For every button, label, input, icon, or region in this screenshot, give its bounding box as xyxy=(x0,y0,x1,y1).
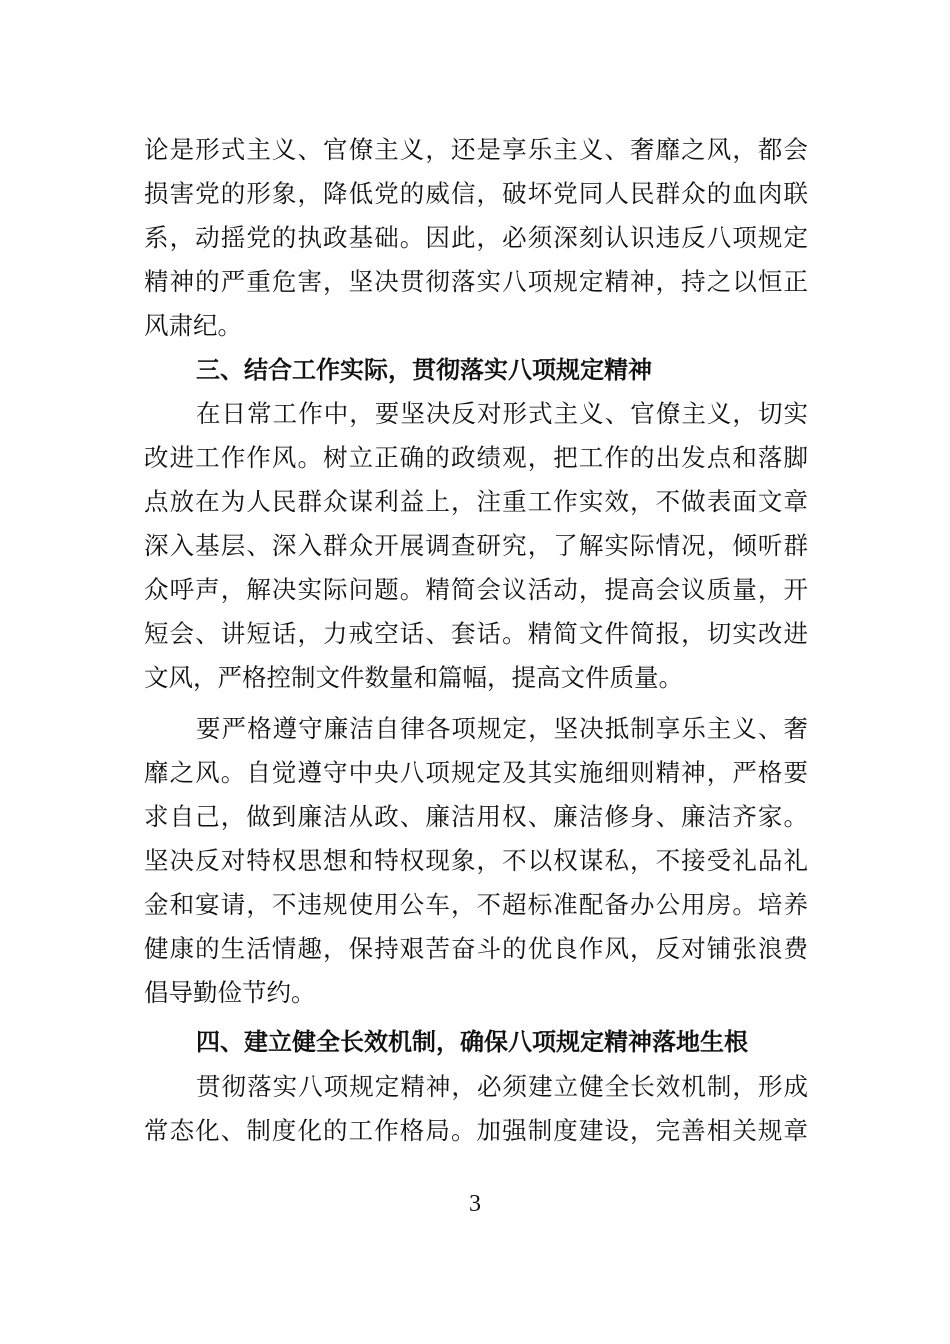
paragraph-line: 短会、讲短话，力戒空话、套话。精简文件简报，切实改进 xyxy=(144,619,808,648)
paragraph-line: 损害党的形象，降低党的威信，破坏党同人民群众的血肉联 xyxy=(144,179,808,208)
paragraph-line: 改进工作作风。树立正确的政绩观，把工作的出发点和落脚 xyxy=(144,443,808,472)
paragraph-line: 求自己，做到廉洁从政、廉洁用权、廉洁修身、廉洁齐家。 xyxy=(144,802,808,831)
page-number: 3 xyxy=(469,1191,481,1217)
paragraph-line: 健康的生活情趣，保持艰苦奋斗的优良作风，反对铺张浪费 xyxy=(144,934,808,963)
paragraph-line: 要严格遵守廉洁自律各项规定，坚决抵制享乐主义、奢 xyxy=(196,714,808,743)
paragraph-line: 常态化、制度化的工作格局。加强制度建设，完善相关规章 xyxy=(144,1116,808,1145)
paragraph-line: 风肃纪。 xyxy=(144,311,242,340)
paragraph-line: 精神的严重危害，坚决贯彻落实八项规定精神，持之以恒正 xyxy=(144,267,808,296)
section-heading-4: 四、建立健全长效机制，确保八项规定精神落地生根 xyxy=(196,1028,748,1056)
paragraph-line: 在日常工作中，要坚决反对形式主义、官僚主义，切实 xyxy=(196,399,808,428)
paragraph-line: 靡之风。自觉遵守中央八项规定及其实施细则精神，严格要 xyxy=(144,758,808,787)
paragraph-line: 深入基层、深入群众开展调查研究，了解实际情况，倾听群 xyxy=(144,531,808,560)
paragraph-line: 金和宴请，不违规使用公车，不超标准配备办公用房。培养 xyxy=(144,890,808,919)
paragraph-line: 众呼声，解决实际问题。精简会议活动，提高会议质量，开 xyxy=(144,575,808,604)
paragraph-line: 文风，严格控制文件数量和篇幅，提高文件质量。 xyxy=(144,663,683,692)
paragraph-line: 坚决反对特权思想和特权现象，不以权谋私，不接受礼品礼 xyxy=(144,846,808,875)
paragraph-line: 系，动摇党的执政基础。因此，必须深刻认识违反八项规定 xyxy=(144,223,808,252)
paragraph-line: 贯彻落实八项规定精神，必须建立健全长效机制，形成 xyxy=(196,1072,808,1101)
paragraph-line: 论是形式主义、官僚主义，还是享乐主义、奢靡之风，都会 xyxy=(144,135,808,164)
section-heading-3: 三、结合工作实际，贯彻落实八项规定精神 xyxy=(196,356,652,384)
paragraph-line: 点放在为人民群众谋利益上，注重工作实效，不做表面文章 xyxy=(144,487,808,516)
paragraph-line: 倡导勤俭节约。 xyxy=(144,978,316,1007)
